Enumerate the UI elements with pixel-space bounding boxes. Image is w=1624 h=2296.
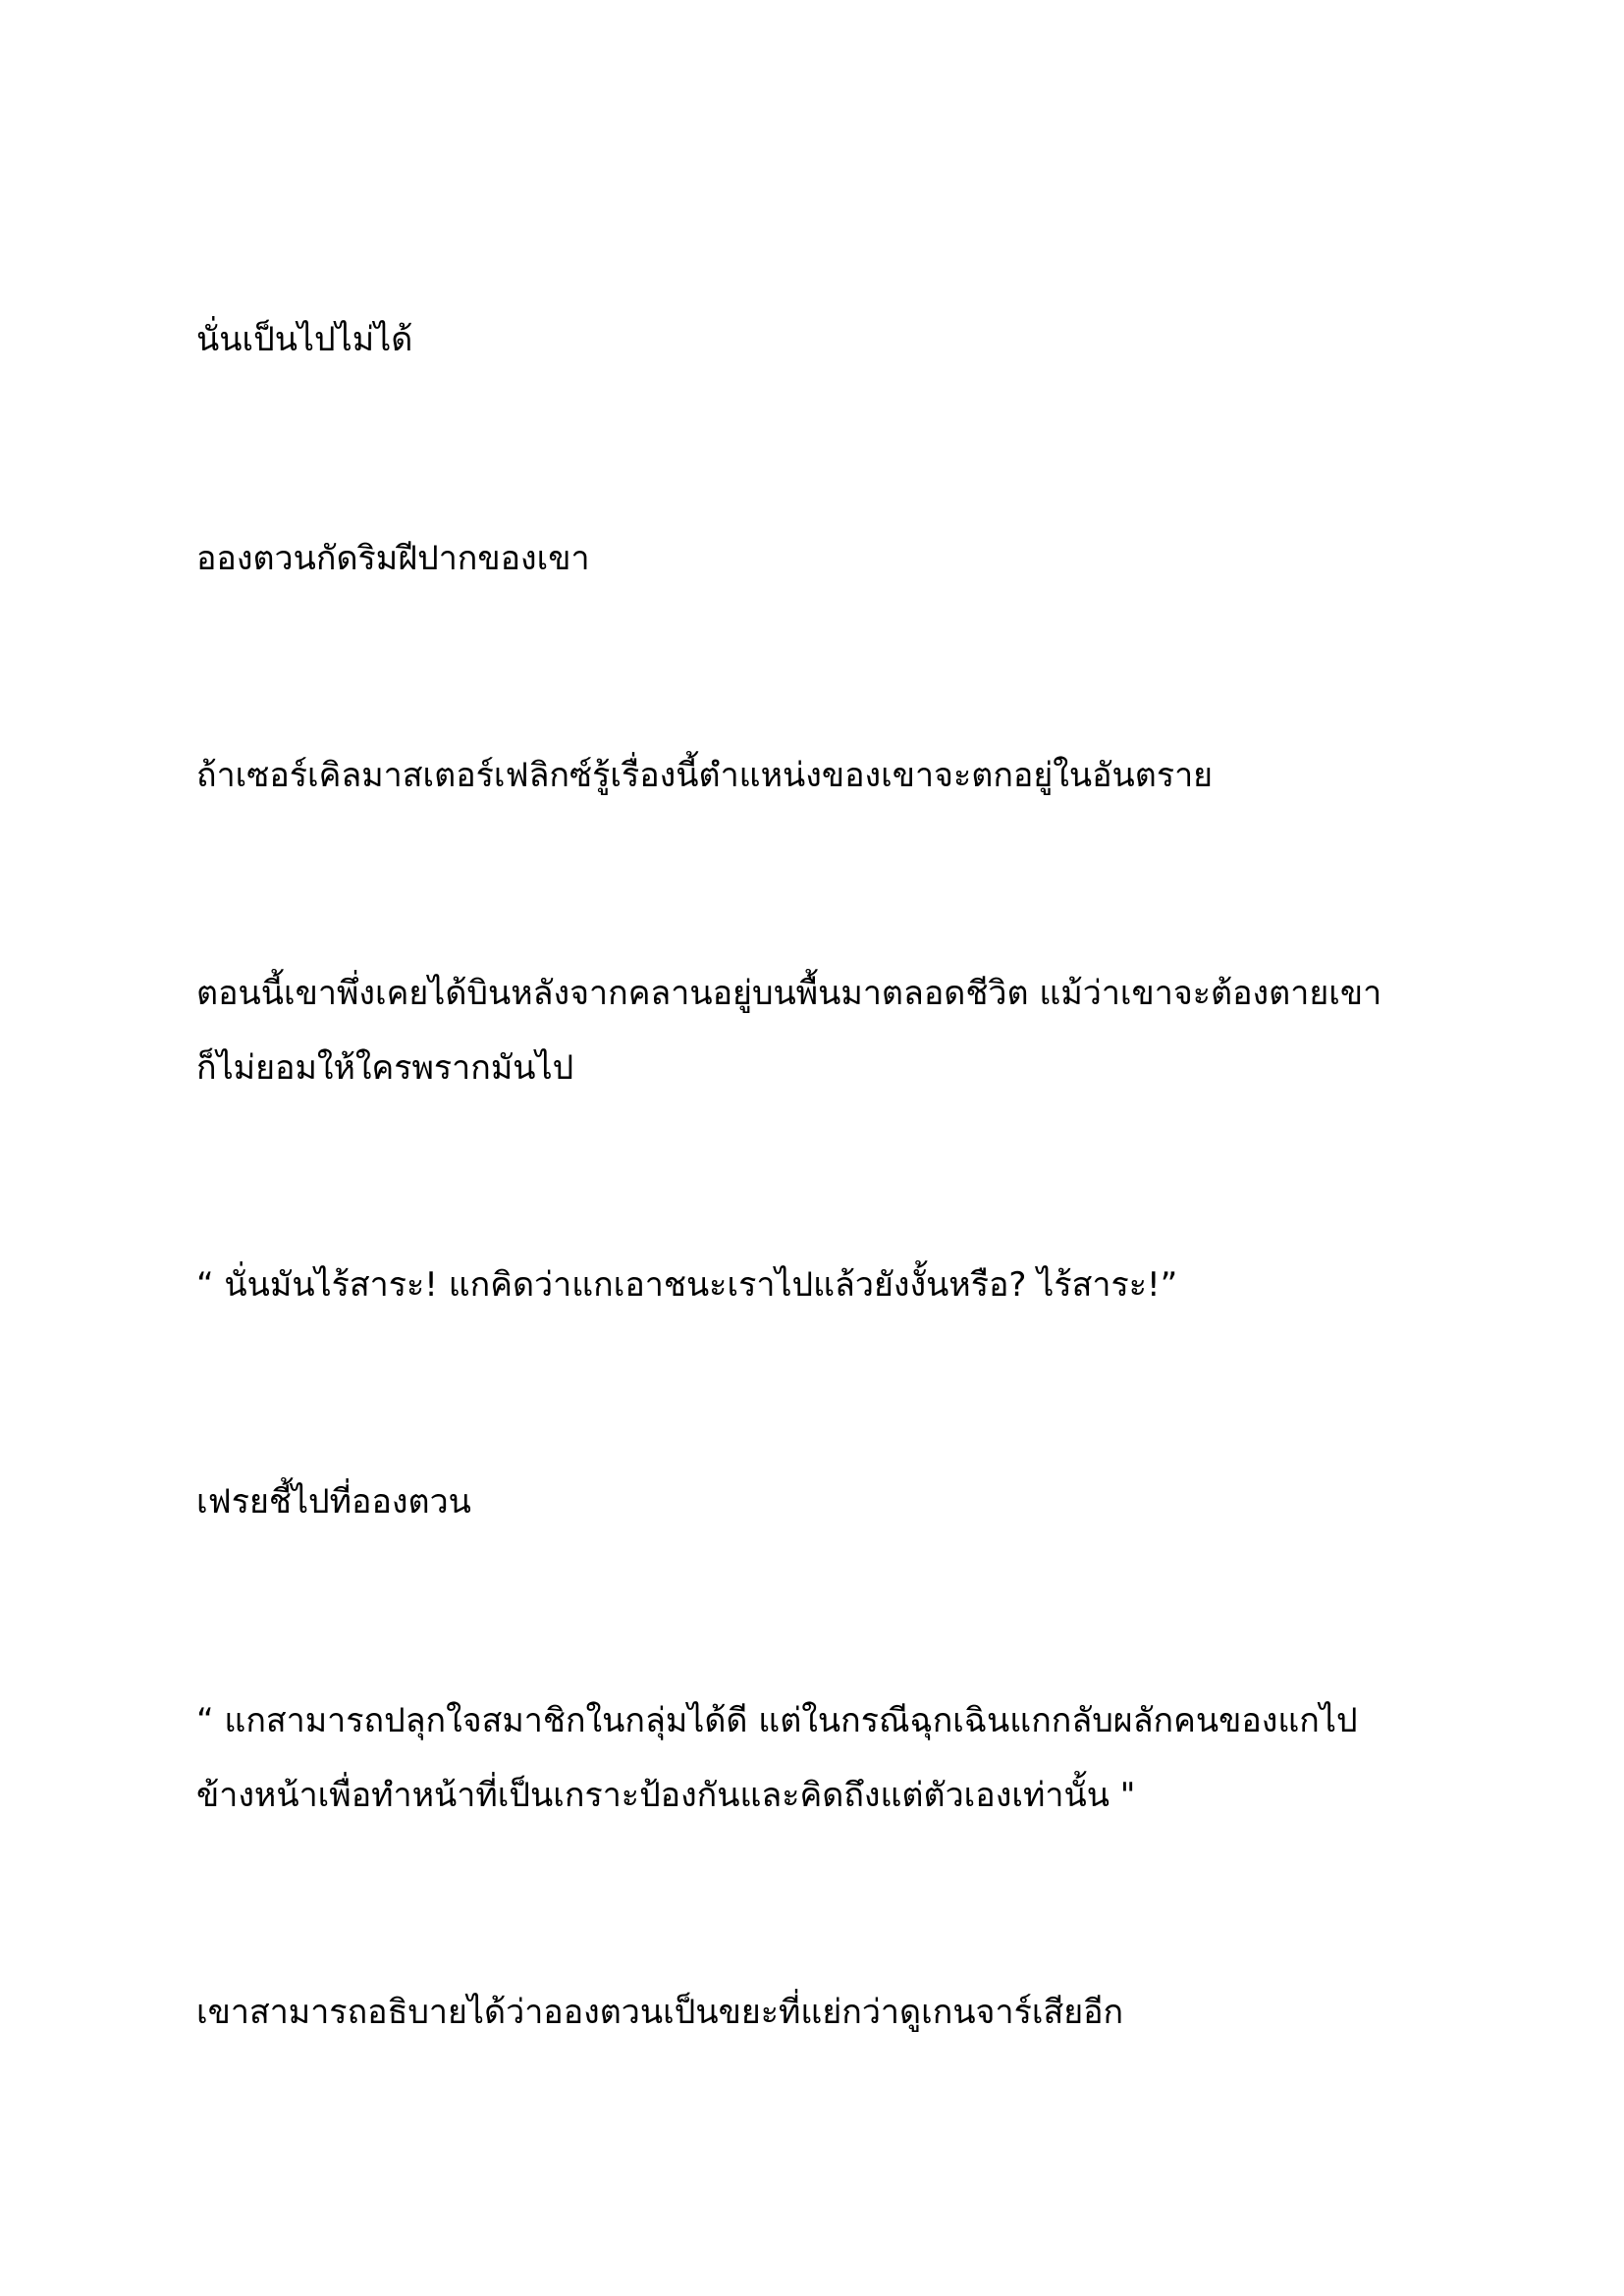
- paragraph-1: [196, 302, 1473, 377]
- paragraph-3: [196, 738, 1473, 813]
- paragraph-6: [196, 1465, 1473, 1539]
- paragraph-line: เขาสามารถอธิบายได้ว่าอองตวนเป็นขยะที่แย่กว่าดูเกนจาร์เสียอีก: [196, 1993, 1124, 2032]
- paragraph-line: “ นั่นมันไร้สาระ! แกคิดว่าแกเอาชนะเราไปแล้วยังงั้นหรือ? ไร้สาระ!”: [196, 1265, 1178, 1305]
- paragraph-7: [196, 1683, 1473, 1833]
- paragraph-line: ถ้าเซอร์เคิลมาสเตอร์เฟลิกซ์รู้เรื่องนี้ตำแหน่งของเขาจะตกอยู่ในอันตราย: [196, 756, 1214, 795]
- paragraph-5: [196, 1248, 1473, 1322]
- paragraph-line: ตอนนี้เขาพึ่งเคยได้บินหลังจากคลานอยู่บนพื้นมาตลอดชีวิต แม้ว่าเขาจะต้องตายเขา: [196, 974, 1382, 1013]
- paragraph-line: เฟรยชี้ไปที่อองตวน: [196, 1482, 471, 1522]
- paragraph-4: [196, 956, 1473, 1105]
- paragraph-line: ก็ไม่ยอมให้ใครพรากมันไป: [196, 1048, 574, 1088]
- paragraph-2: [196, 521, 1473, 596]
- paragraph-line: อองตวนกัดริมฝีปากของเขา: [196, 539, 590, 578]
- paragraph-line: “ แกสามารถปลุกใจสมาชิกในกลุ่มได้ดี แต่ในกรณีฉุกเฉินแกกลับผลักคนของแกไป: [196, 1701, 1358, 1740]
- paragraph-line: ข้างหน้าเพื่อทำหน้าที่เป็นเกราะป้องกันและคิดถึงแต่ตัวเองเท่านั้น ": [196, 1776, 1136, 1815]
- paragraph-line: นั่นเป็นไปไม่ได้: [196, 320, 413, 359]
- paragraph-8: [196, 1975, 1473, 2050]
